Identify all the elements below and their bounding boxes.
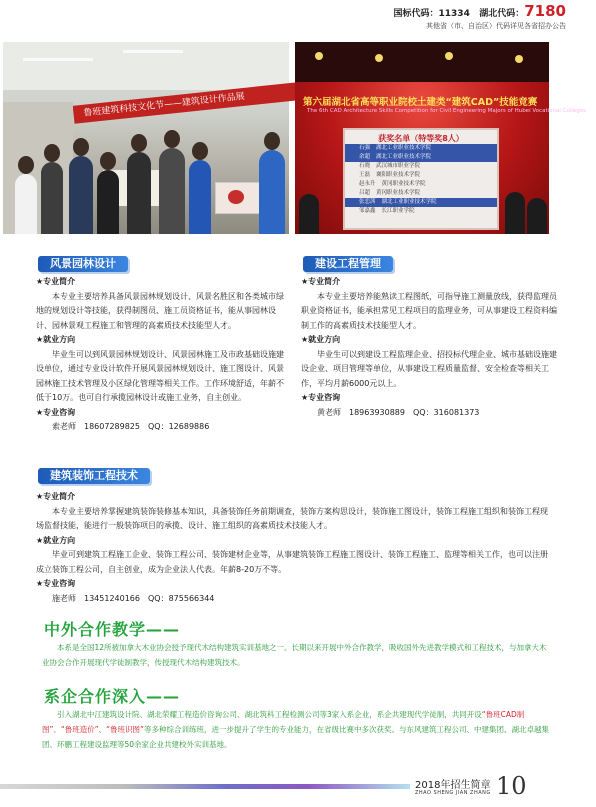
landscape-intro-heading: ★专业简介 [36,277,76,286]
award-list [345,144,497,216]
construction-contact-heading: ★专业咨询 [301,393,341,402]
award-school: 湖北工业职业技术学院 [376,154,432,160]
decoration-career-heading: ★就业方向 [36,535,76,545]
award-name: 邹嘉鑫 [359,208,376,214]
award-name: 赵永升 [359,181,376,187]
decoration-contact: 施老师 13451240166 QQ：875566344 [52,593,215,603]
codes-note: 其他省（市、自治区）代码详见各省招办公告 [426,22,566,30]
award-name: 吕超 [359,190,371,196]
construction-career: 毕业生可以到建设工程监理企业、招投标代理企业、城市基础设施建设企业、项目管理等单位，从事建设工程质量监督、安全检查等相关工作，平均月薪6000元以上。 [301,349,557,388]
exhibition-banner: 鲁班建筑科技文化节——建筑设计作品展 [73,82,300,124]
award-name: 余超 [359,154,371,160]
footer-title: 2018年招生简章 [415,780,491,791]
award-row [345,171,497,180]
competition-title: 第六届湖北省高等职业院校土建类“建筑CAD”技能竞赛 [303,97,538,108]
decoration-title: 建筑装饰工程技术 [38,468,150,484]
enterprise-text-a: 引入湖北中江建筑设计院、湖北荣耀工程造价咨询公司、湖北筑科工程检测公司等3家入系企业，系企共建现代学徒制，共同开设 [57,710,482,719]
award-school: 湖北工业职业技术学院 [376,145,432,151]
award-name: 石强 [359,145,371,151]
decoration-section [36,490,548,606]
competition-photo [295,42,587,234]
landscape-section [36,275,286,435]
award-board [343,128,499,230]
enterprise-cooperation-text [42,707,552,752]
construction-career-heading: ★就业方向 [301,335,341,344]
decoration-contact-heading: ★专业咨询 [36,579,76,588]
enterprise-sep-2: 、 [98,725,107,734]
award-row [345,180,497,189]
hubei-code: 7180 [524,2,566,20]
award-name: 石晓 [359,163,371,169]
award-name: 张恋茜 [359,199,376,205]
enterprise-sep-1: 、 [53,725,61,734]
foreign-cooperation-title: 中外合作教学—— [44,620,181,639]
landscape-title: 风景园林设计 [38,256,128,272]
hubei-code-label: 湖北代码： [479,9,525,19]
enterprise-cooperation-title: 系企合作深入—— [44,687,181,706]
landscape-contact-heading: ★专业咨询 [36,407,76,417]
school-codes [394,2,566,20]
decoration-intro: 本专业主要培养掌握建筑装饰装修基本知识，具备装饰任务前期调查，装饰方案构思设计，装饰施工图设计，装饰工程施工组织和装饰工程现场监督技能，能进行一般装饰项目的承揽、设计、施工组织的高素质技术技能人才。 [36,506,548,530]
award-row [345,144,497,153]
award-row [345,162,497,171]
award-row [345,207,497,216]
construction-contact: 黄老师 18963930889 QQ：316081373 [317,407,480,417]
enterprise-highlight-cad: “鲁班CAD制图” [42,710,525,734]
landscape-career: 毕业生可以到风景园林规划设计、风景园林施工及市政基础设施建设单位，通过专业设计软件开展风景园林规划设计、施工图设计、风景园林施工技术管理及小区绿化管理等相关工作。工作环境舒适，年薪不低于10万。也可自行承揽园林设计或施工业务，自主创业。 [36,349,284,402]
award-title: 获奖名单（特等奖8人） [378,134,464,143]
enterprise-text-b: 等多种综合训练班，进一步提升了学生的专业能力，在省级比赛中多次获奖。与东风建筑工程公司、中建集团、湖北卓越集团、环鹏工程建设监理等50余家企业共建校外实训基地。 [42,725,549,749]
national-code: 国标代码：11334 [393,9,470,19]
award-row [345,198,497,207]
construction-section [301,275,557,420]
header-codes [394,2,566,31]
construction-intro-heading: ★专业简介 [301,277,341,286]
award-school: 黄冈职业技术学院 [376,190,421,196]
construction-intro: 本专业主要培养能熟读工程图纸，可指导施工测量放线，获得监理员职业资格证书，能承担常见工程项目的监理业务，可从事建设工程资料编制工作的高素质技术技能型人才。 [301,291,557,330]
award-school: 武汉城市职业学院 [376,163,421,169]
page-number: 10 [496,772,527,800]
foreign-cooperation-text: 本系是全国12所被加拿大木业协会授予现代木结构建筑实训基地之一。长期以来开展中外合作教学，吸收国外先进教学模式和工程技术，与加拿大木业协会合作开展现代学徒制教学，传授现代木结构建筑技术。 [42,643,547,667]
award-school: 黄冈职业技术学院 [381,181,426,187]
award-name: 王磊 [359,172,371,178]
decoration-intro-heading: ★专业简介 [36,492,76,501]
footer-pinyin: ZHAO SHENG JIAN ZHANG [415,790,491,796]
award-school: 襄阳职业技术学院 [376,172,421,178]
award-school: 长江职业学院 [381,208,415,214]
competition-subtitle: The 6th CAD Architecture Skills Competition for Civil Engineering Majors of Hubei Vocational Colleges [307,108,587,114]
footer-bar [0,784,410,789]
award-row [345,189,497,198]
enterprise-highlight-cost: “鲁班造价” [60,725,99,734]
construction-title: 建设工程管理 [303,256,393,272]
award-row [345,153,497,162]
landscape-contact: 索老师 18607289825 QQ：12689886 [52,422,210,431]
landscape-intro: 本专业主要培养具备风景园林规划设计、风景名胜区和各类城市绿地的规划设计等技能，获得制图员、施工员资格证书，能从事园林设计、园林景观工程施工和管理的高素质技术技能型人才。 [36,291,284,330]
decoration-career: 毕业可到建筑工程施工企业、装饰工程公司、装饰建材企业等，从事建筑装饰工程施工图设计、装饰工程施工、监理等相关工作，也可以注册成立装饰工程公司，自主创业，成为企业法人代表。年薪8-20万不等。 [36,550,548,574]
enterprise-highlight-drawing: “鲁班识图” [106,725,144,734]
exhibition-photo [3,42,289,234]
landscape-career-heading: ★就业方向 [36,335,76,344]
award-school: 湖北工业职业技术学院 [381,199,437,205]
